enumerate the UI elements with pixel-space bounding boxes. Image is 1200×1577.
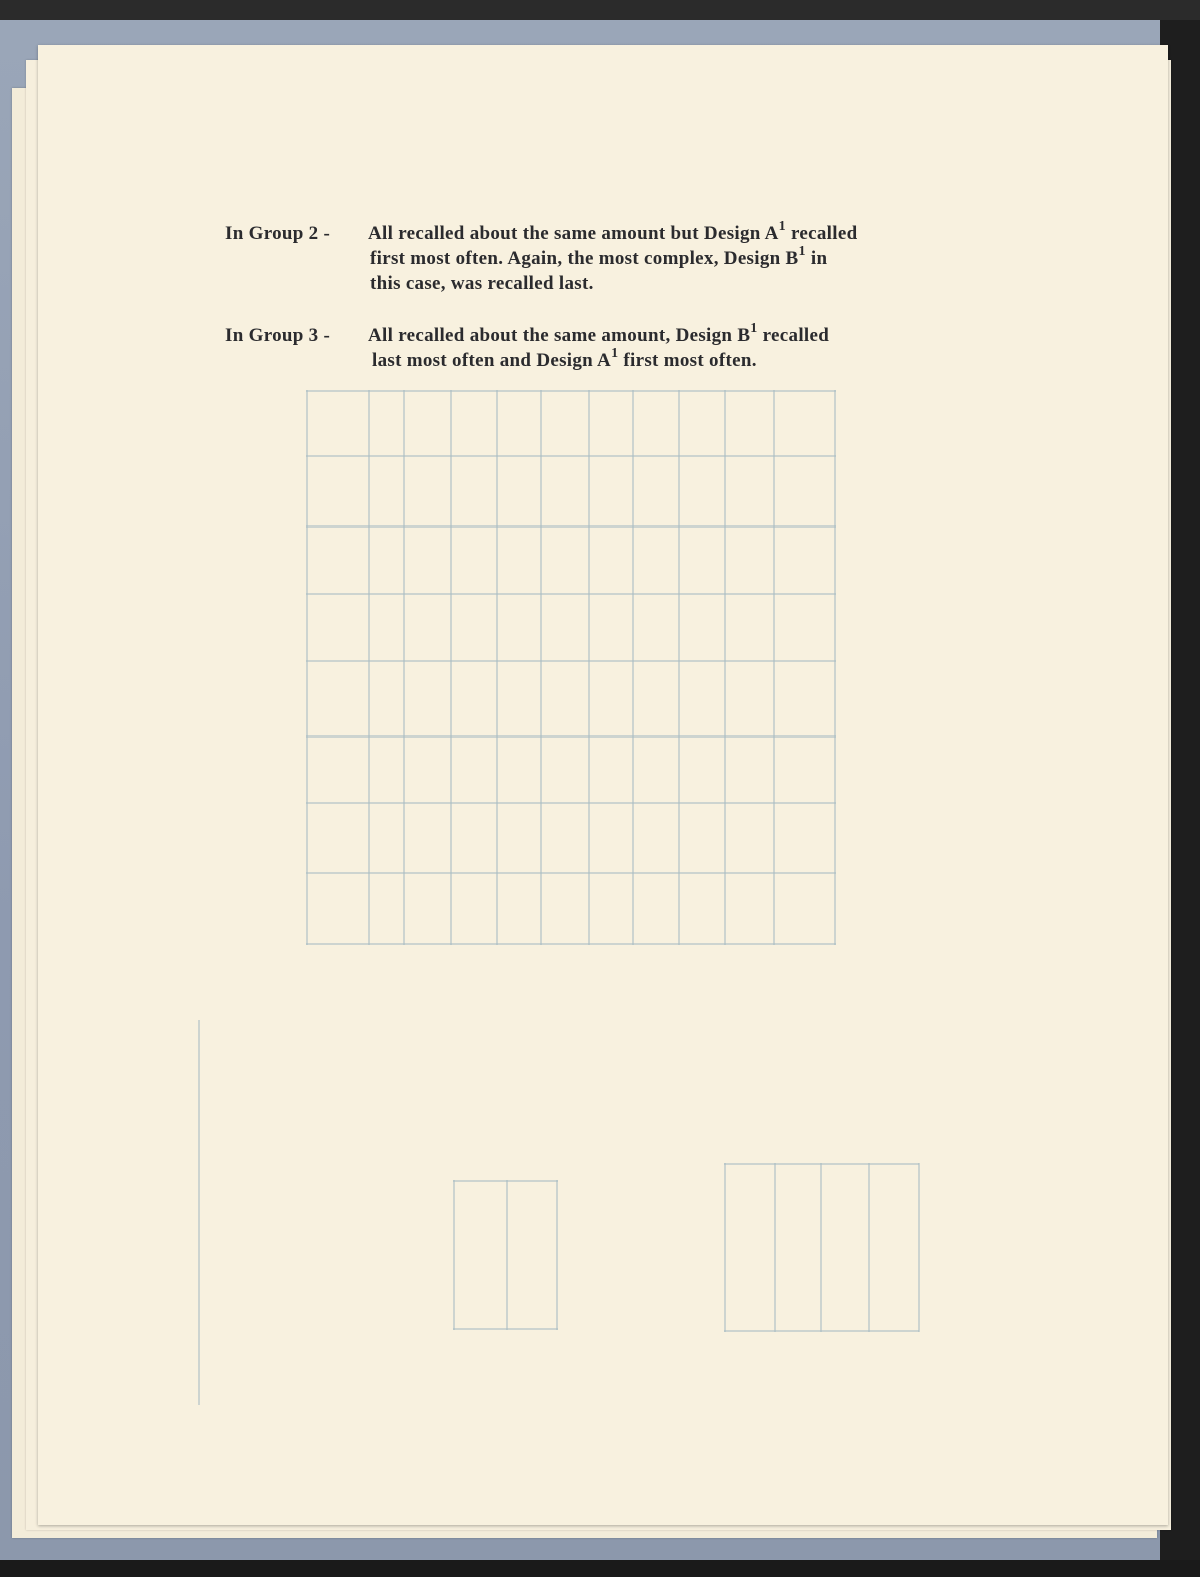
document-page	[38, 45, 1168, 1525]
scanner-edge-bottom	[0, 1560, 1200, 1577]
paragraph-line: All recalled about the same amount but Design $A^1$ recalled	[368, 219, 858, 244]
group-label: In Group 2 -	[225, 223, 331, 244]
paragraph-line: this case, was recalled last.	[370, 273, 594, 294]
paragraph-group-2	[225, 219, 1045, 303]
group-label: In Group 3 -	[225, 325, 331, 346]
paragraph-group-3	[225, 321, 1045, 385]
paragraph-line: All recalled about the same amount, Design $B^1$ recalled	[368, 321, 830, 346]
paragraph-line: last most often and Design $A^1$ first most often.	[372, 346, 757, 371]
paragraph-line: first most often. Again, the most complex, Design $B^1$ in	[370, 244, 828, 269]
